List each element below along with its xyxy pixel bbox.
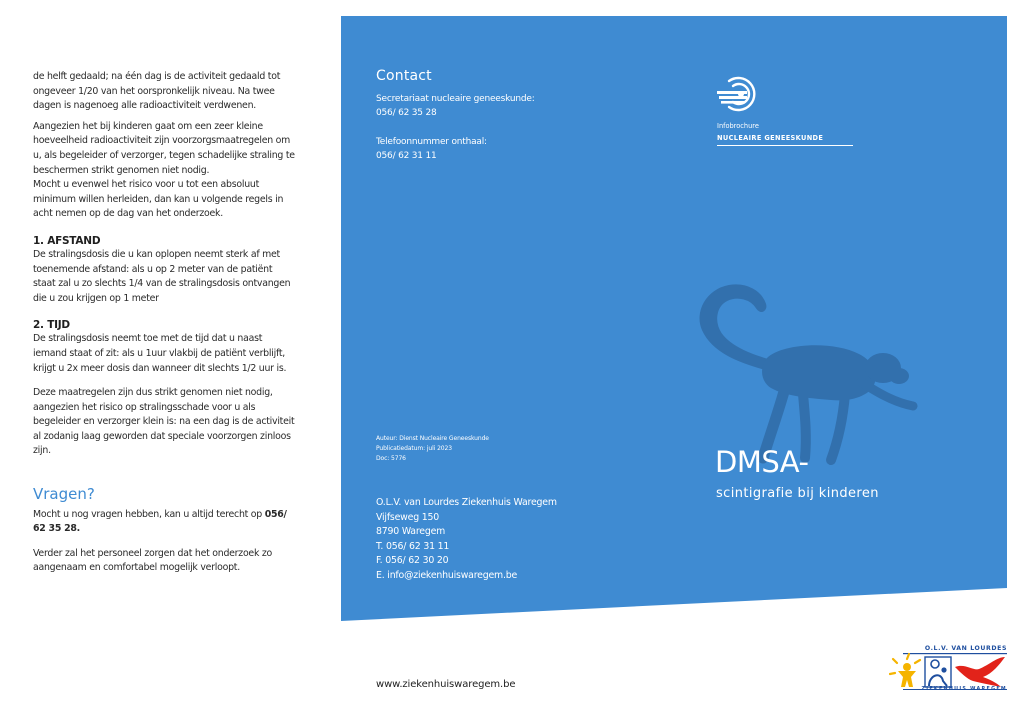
reception-phone: 056/ 62 31 11 [376, 151, 437, 161]
hospital-address [376, 496, 557, 584]
brochure-title: DMSA- [715, 445, 809, 479]
questions-paragraph [33, 508, 295, 537]
address-name: O.L.V. van Lourdes Ziekenhuis Waregem [376, 497, 557, 508]
section-afstand-heading: 1. AFSTAND [33, 234, 101, 247]
section-afstand-text: De stralingsdosis die u kan oplopen neemt sterk af met toenemende afstand: als u op 2 meter van de patiënt staat zal u zo slechts 1/4 van de stralingsdosis ontvangen die u zou krijgen op 1 meter [33, 248, 291, 304]
monkey-silhouette-icon [681, 278, 921, 468]
questions-text: Mocht u nog vragen hebben, kan u altijd terecht op [33, 508, 262, 520]
questions-heading: Vragen? [33, 485, 95, 504]
website-link[interactable]: www.ziekenhuiswaregem.be [376, 679, 516, 690]
contact-block [376, 69, 535, 178]
children-paragraph: Aangezien het bij kinderen gaat om een zeer kleine hoeveelheid radioactiviteit zijn voorzorgsmaatregelen om u, als begeleider of verzorger, tegen schadelijke straling te beschermen strikt genomen niet nodig. [33, 120, 295, 176]
brochure-subtitle: scintigrafie bij kinderen [716, 486, 879, 501]
brochure-cover-panel [341, 16, 1007, 621]
publication-date: Publicatiedatum: juli 2023 [376, 445, 452, 452]
secretariat-label: Secretariaat nucleaire geneeskunde: [376, 93, 535, 104]
brochure-type: Infobrochure [717, 122, 759, 130]
address-street: Vijfseweg 150 [376, 511, 440, 523]
brochure-department: NUCLEAIRE GENEESKUNDE [717, 134, 824, 142]
intro-paragraph: de helft gedaald; na één dag is de activiteit gedaald tot ongeveer 1/20 van het oorspronkelijk niveau. Na twee dagen is nagenoeg alle radioactiviteit verdwenen. [33, 71, 281, 112]
address-phone: T. 056/ 62 31 11 [376, 540, 450, 552]
publication-doc: Doc: 5776 [376, 455, 406, 462]
section-tijd-heading: 2. TIJD [33, 319, 70, 332]
nuclear-medicine-logo-icon [715, 76, 759, 112]
conclusion-paragraph: Deze maatregelen zijn dus strikt genomen niet nodig, aangezien het risico op stralingsschade voor u als begeleider en verzorger klein is: na een dag is de activiteit al zodanig laag geworden dat speciale voorzorgen zinloos zijn. [33, 387, 295, 457]
section-tijd-text: De stralingsdosis neemt toe met de tijd dat u naast iemand staat of zit: als u 1uur vlakbij de patiënt verblijft, krijgt u 2x meer dosis dan wanneer dit slechts 1/2 uur is. [33, 333, 287, 374]
publication-meta [376, 434, 489, 464]
questions-phone: 056/ 62 35 28. [33, 508, 287, 535]
address-city: 8790 Waregem [376, 526, 446, 538]
rules-paragraph: Mocht u evenwel het risico voor u tot een absoluut minimum willen herleiden, dan kan u volgende regels in acht nemen op de dag van het onderzoek. [33, 179, 284, 220]
publication-author: Auteur: Dienst Nucleaire Geneeskunde [376, 435, 489, 442]
left-text-column [33, 70, 295, 582]
reception-label: Telefoonnummer onthaal: [376, 136, 487, 147]
secretariat-block [376, 92, 535, 121]
contact-heading: Contact [376, 68, 432, 84]
brochure-label [717, 120, 853, 146]
logo-bottom-text: ZIEKENHUIS WAREGEM [921, 687, 1007, 692]
hospital-logo [889, 643, 1009, 703]
reception-block [376, 135, 535, 164]
closing-paragraph: Verder zal het personeel zorgen dat het onderzoek zo aangenaam en comfortabel mogelijk verloopt. [33, 547, 273, 574]
address-email: E. info@ziekenhuiswaregem.be [376, 569, 518, 581]
logo-top-text: O.L.V. VAN LOURDES [924, 645, 1007, 652]
secretariat-phone: 056/ 62 35 28 [376, 108, 437, 118]
address-fax: F. 056/ 62 30 20 [376, 555, 449, 567]
